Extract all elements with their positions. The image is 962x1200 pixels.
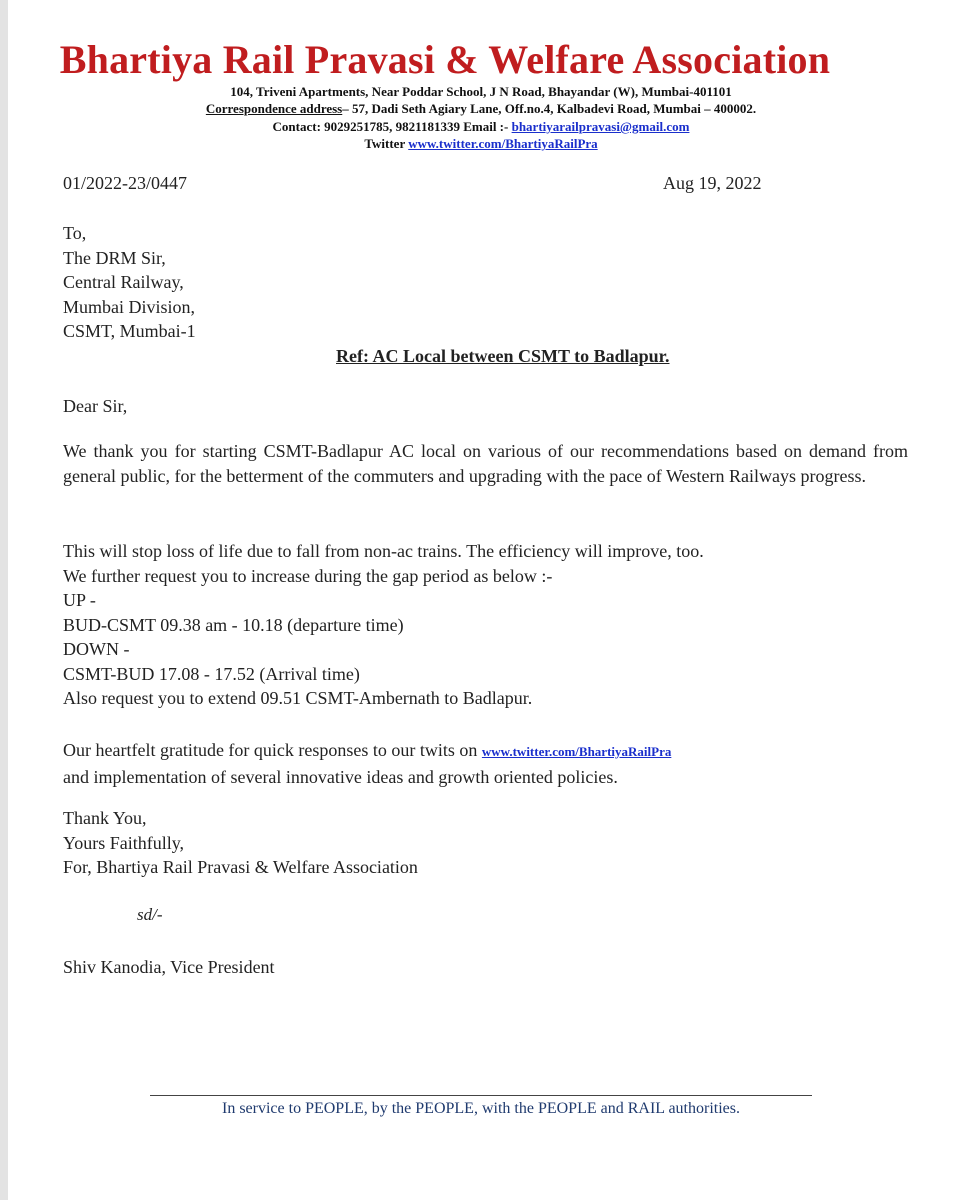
- closing-block: [63, 806, 418, 880]
- recipient-line: The DRM Sir,: [63, 247, 166, 268]
- twitter-inline-link[interactable]: www.twitter.com/BhartiyaRailPra: [481, 744, 672, 759]
- contact-line: [0, 119, 962, 135]
- gratitude-line: [63, 738, 923, 765]
- page-edge-shadow: [0, 0, 8, 1200]
- recipient-address: [63, 221, 196, 344]
- request-line: We further request you to increase during the gap period as below :-: [63, 565, 553, 586]
- reference-number: 01/2022-23/0447: [63, 173, 187, 193]
- signature-mark: sd/-: [137, 905, 163, 924]
- twitter-link[interactable]: www.twitter.com/BhartiyaRailPra: [408, 136, 598, 151]
- contact-text: Contact: 9029251785, 9821181339 Email :-: [272, 119, 512, 134]
- footer-tagline: In service to PEOPLE, by the PEOPLE, with the PEOPLE and RAIL authorities.: [221, 1100, 740, 1117]
- closing-line: For, Bhartiya Rail Pravasi & Welfare Association: [63, 857, 418, 877]
- request-line: DOWN -: [63, 639, 130, 659]
- twitter-label: Twitter: [364, 136, 409, 151]
- org-address: 104, Triveni Apartments, Near Poddar School, J N Road, Bhayandar (W), Mumbai-401101: [230, 84, 732, 99]
- email-link[interactable]: bhartiyarailpravasi@gmail.com: [511, 119, 690, 134]
- closing-line: Thank You,: [63, 808, 147, 828]
- recipient-line: Central Railway,: [63, 272, 184, 292]
- correspondence-address: [0, 101, 962, 117]
- request-line: This will stop loss of life due to fall from non-ac trains. The efficiency will improve, too.: [63, 541, 704, 561]
- closing-line: Yours Faithfully,: [63, 832, 185, 853]
- request-line: UP -: [63, 590, 96, 610]
- footer-divider: [150, 1095, 812, 1096]
- letter-date: Aug 19, 2022: [663, 173, 762, 193]
- paragraph-request: [63, 539, 923, 711]
- paragraph-thanks: We thank you for starting CSMT-Badlapur AC local on various of our recommendations based on demand from general public, for the betterment of the commuters and upgrading with the pace of Western Railways progress.: [63, 441, 908, 486]
- signatory-name: Shiv Kanodia, Vice President: [63, 957, 275, 977]
- recipient-line: To,: [63, 223, 87, 243]
- correspondence-value: – 57, Dadi Seth Agiary Lane, Off.no.4, Kalbadevi Road, Mumbai – 400002.: [342, 101, 757, 116]
- request-line: BUD-CSMT 09.38 am - 10.18 (departure time): [63, 614, 404, 635]
- subject-line: Ref: AC Local between CSMT to Badlapur.: [336, 346, 670, 366]
- recipient-line: CSMT, Mumbai-1: [63, 321, 196, 341]
- gratitude-line-end: and implementation of several innovative ideas and growth oriented policies.: [63, 766, 618, 787]
- recipient-line: Mumbai Division,: [63, 296, 196, 317]
- correspondence-label: Correspondence address: [205, 101, 343, 116]
- paragraph-gratitude: [63, 738, 923, 789]
- twitter-line: [0, 136, 962, 152]
- gratitude-text: Our heartfelt gratitude for quick responses to our twits on: [63, 740, 482, 760]
- request-line: Also request you to extend 09.51 CSMT-Ambernath to Badlapur.: [63, 688, 533, 708]
- org-name: Bhartiya Rail Pravasi & Welfare Association: [59, 37, 831, 82]
- request-line: CSMT-BUD 17.08 - 17.52 (Arrival time): [63, 663, 360, 684]
- salutation: Dear Sir,: [63, 396, 128, 416]
